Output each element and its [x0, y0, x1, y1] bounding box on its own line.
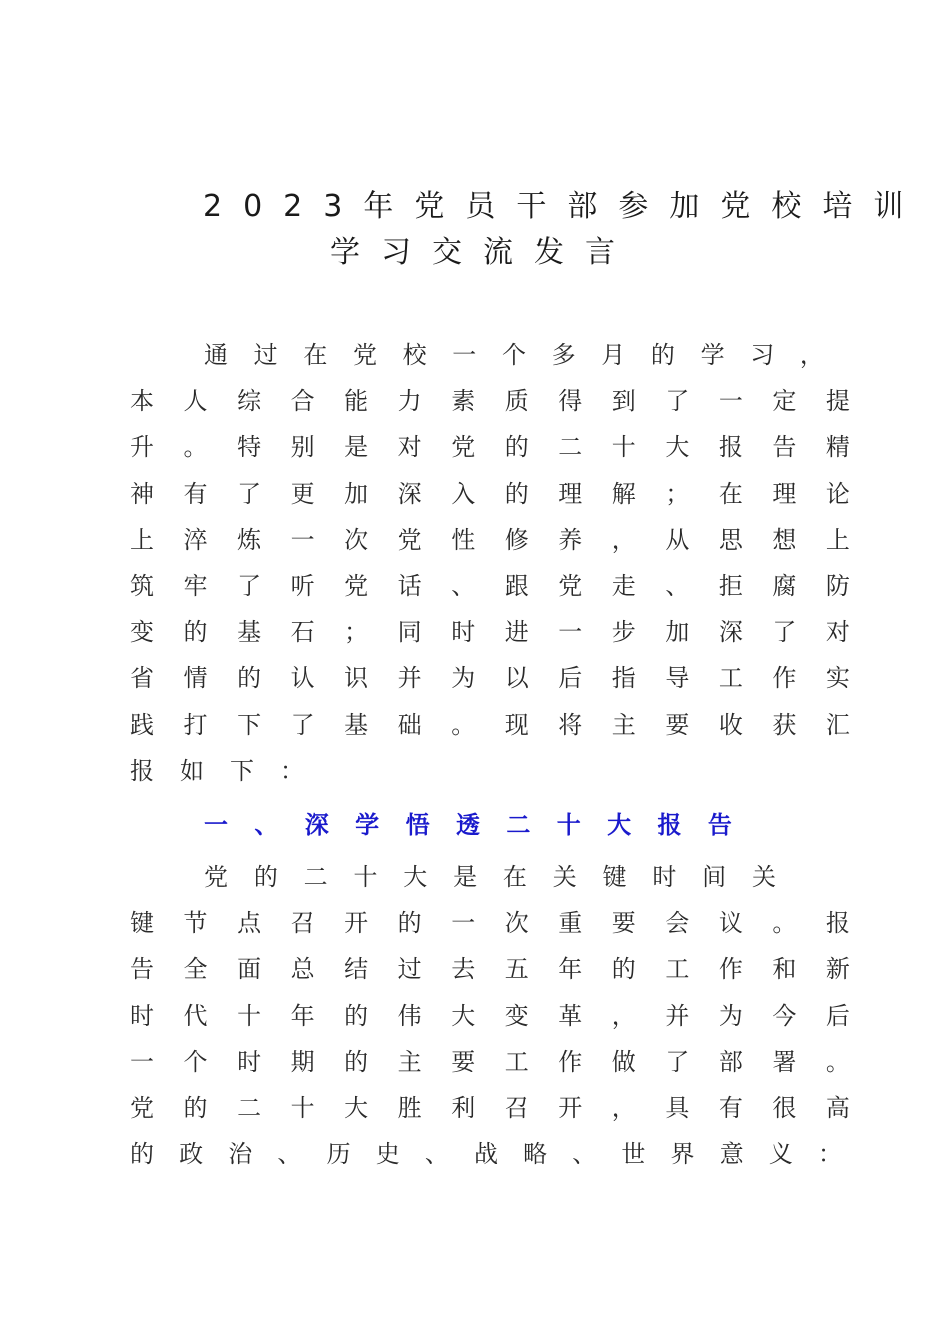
text-line: 筑 牢 了 听 党 话 、 跟 党 走 、 拒 腐 防	[130, 572, 850, 600]
text-line: 省 情 的 认 识 并 为 以 后 指 导 工 作 实	[130, 664, 850, 693]
text-line: 一 个 时 期 的 主 要 工 作 做 了 部 署 。	[130, 1047, 850, 1076]
text-line: 报 如 下 ：	[130, 756, 330, 785]
text-line: 通 过 在 党 校 一 个 多 月 的 学 习 ，	[204, 341, 824, 369]
text-line: 上 淬 炼 一 次 党 性 修 养 ， 从 思 想 上	[130, 525, 850, 554]
text-line: 升 。 特 别 是 对 党 的 二 十 大 报 告 精	[130, 433, 850, 462]
text-line: 党 的 二 十 大 胜 利 召 开 ， 具 有 很 高	[130, 1094, 850, 1122]
text-line: 党 的 二 十 大 是 在 关 键 时 间 关	[204, 863, 776, 891]
text-line: 践 打 下 了 基 础 。 现 将 主 要 收 获 汇	[130, 710, 850, 739]
text-line: 神 有 了 更 加 深 入 的 理 解 ； 在 理 论	[130, 479, 850, 508]
text-line: 时 代 十 年 的 伟 大 变 革 ， 并 为 今 后	[130, 1001, 850, 1030]
text-line: 的 政 治 、 历 史 、 战 略 、 世 界 意 义 ：	[130, 1140, 842, 1169]
document-title-line-1: 2023年党员干部参加党校培训	[203, 189, 925, 224]
document-title-line-2: 学习交流发言	[330, 235, 636, 270]
section-heading-1: 一 、 深 学 悟 透 二 十 大 报 告	[204, 811, 732, 839]
text-line: 告 全 面 总 结 过 去 五 年 的 工 作 和 新	[130, 955, 850, 984]
text-line: 键 节 点 召 开 的 一 次 重 要 会 议 。 报	[130, 909, 850, 938]
text-line: 本 人 综 合 能 力 素 质 得 到 了 一 定 提	[130, 387, 850, 416]
text-line: 变 的 基 石 ； 同 时 进 一 步 加 深 了 对	[130, 618, 850, 647]
